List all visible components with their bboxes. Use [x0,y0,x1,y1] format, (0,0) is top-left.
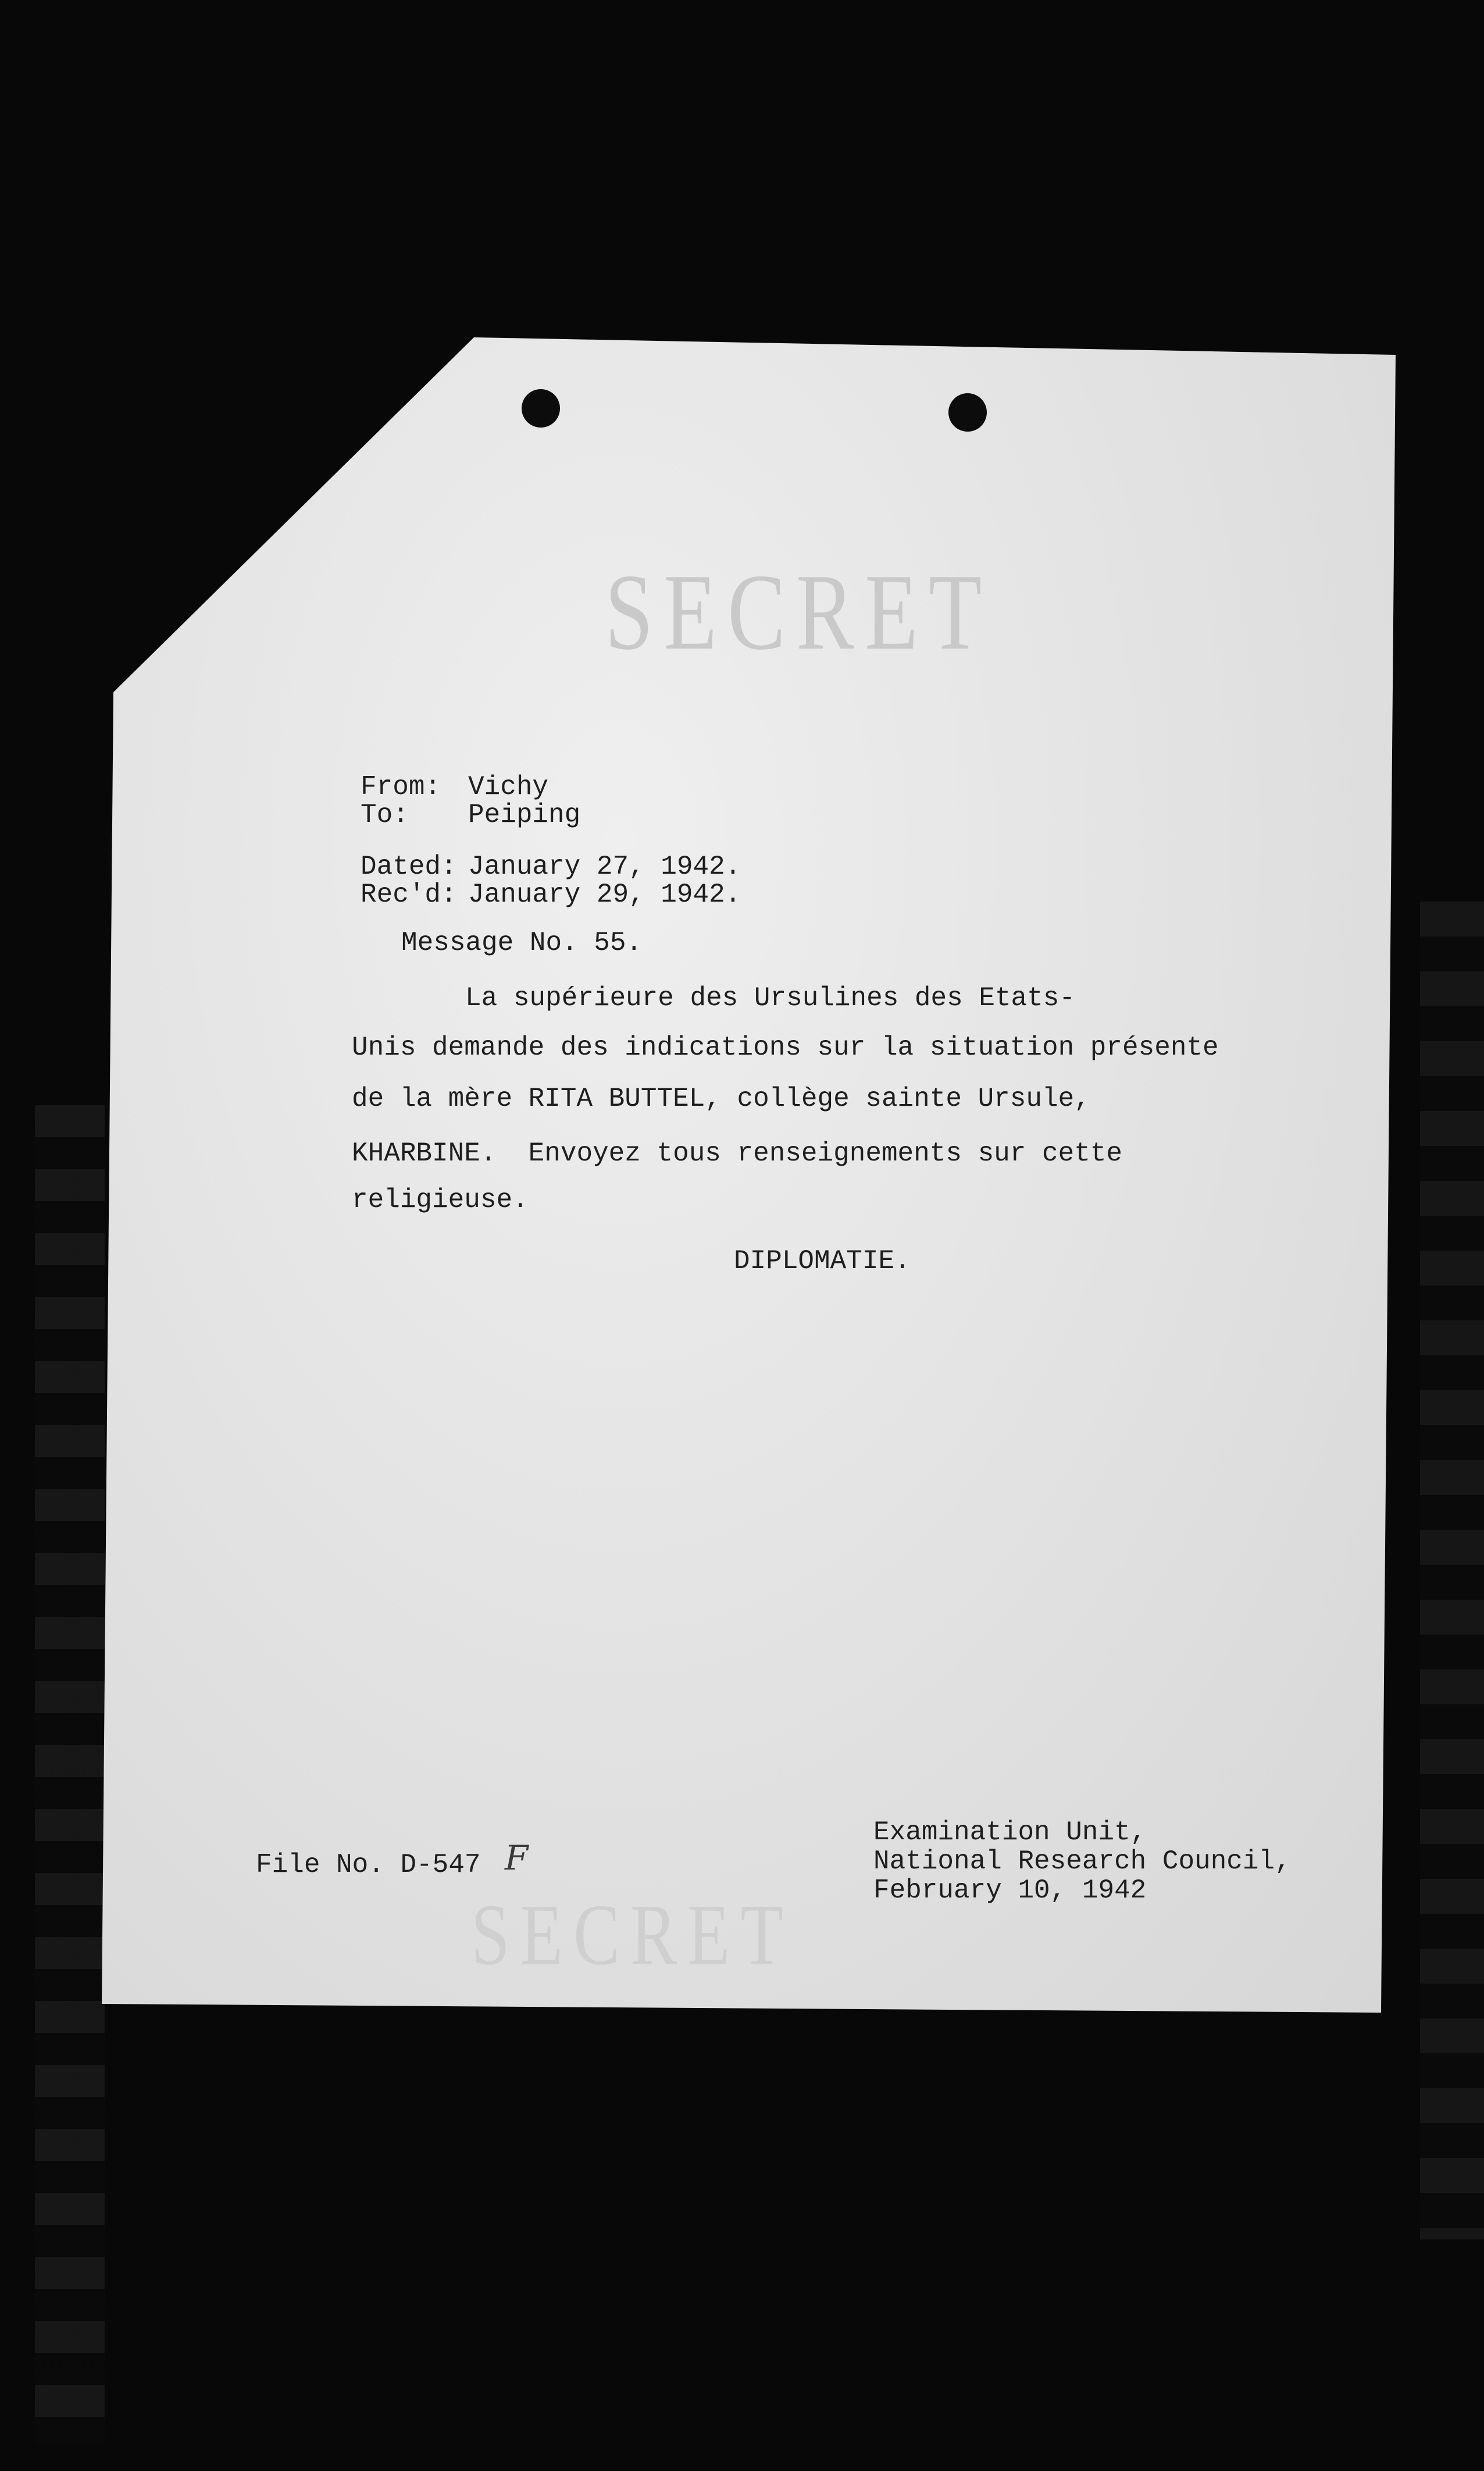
body-line-4: KHARBINE. Envoyez tous renseignements sur cette [352,1138,1123,1169]
file-number: File No. D-547 [256,1850,481,1880]
dated-value: January 27, 1942. [468,852,741,882]
punch-hole-right [948,393,987,432]
from-value: Vichy [468,772,549,802]
to-label: To: [361,800,409,830]
footer-line-1: Examination Unit, [873,1817,1147,1847]
film-edge-left [35,1105,105,2443]
body-line-1: La supérieure des Ursulines des Etats- [465,983,1075,1013]
recd-value: January 29, 1942. [468,880,741,910]
body-line-3: de la mère RITA BUTTEL, collège sainte Ursule, [352,1084,1090,1114]
dated-label: Dated: [361,852,457,882]
recd-label: Rec'd: [361,880,457,910]
secret-stamp-top: SECRET [605,551,993,673]
body-line-5: religieuse. [352,1185,529,1215]
signature: DIPLOMATIE. [734,1246,911,1276]
punch-hole-left [522,389,560,428]
film-edge-right [1420,902,1484,2239]
footer-line-2: National Research Council, [873,1846,1291,1877]
footer-line-3: February 10, 1942 [873,1875,1147,1906]
secret-stamp-bottom: SECRET [471,1886,794,1983]
to-value: Peiping [468,800,581,830]
from-label: From: [361,772,441,802]
body-line-2: Unis demande des indications sur la situation présente [352,1032,1219,1063]
message-number: Message No. 55. [401,928,643,958]
file-annotation: F [505,1838,529,1878]
